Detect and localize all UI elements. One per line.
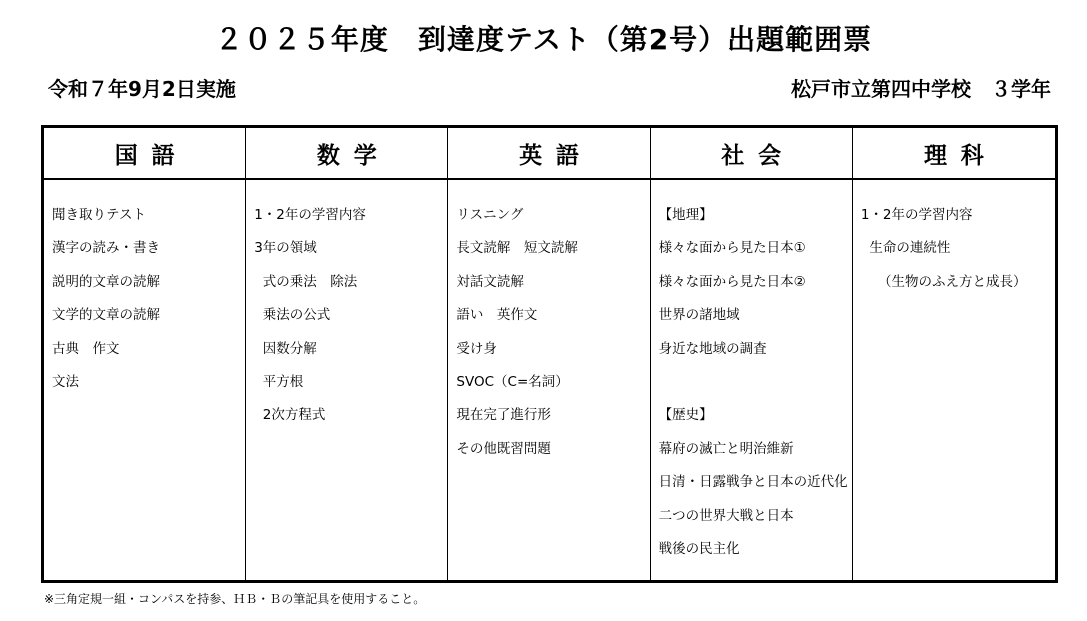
scope-item: 平方根 [254, 373, 304, 390]
scope-item: 長文読解 短文読解 [456, 240, 578, 257]
scope-item: 聞き取りテスト [52, 207, 146, 223]
subject-label: 英語 [519, 142, 593, 169]
column-body [44, 180, 245, 405]
scope-item: 文法 [52, 373, 79, 390]
section-heading: 【歴史】 [658, 407, 713, 424]
subject-label: 社会 [721, 142, 795, 169]
column-science [853, 128, 1055, 580]
scope-item: 二つの世界大戦と日本 [658, 507, 794, 524]
scope-item: 幕府の滅亡と明治維新 [658, 440, 794, 457]
scope-item: 世界の諸地域 [658, 307, 740, 324]
column-header [44, 128, 245, 180]
exam-date: 令和７年9月2日実施 [48, 77, 236, 101]
column-body [448, 180, 649, 472]
scope-item: 2次方程式 [254, 407, 326, 424]
column-body [853, 180, 1055, 305]
scope-item: 文学的文章の読解 [52, 307, 160, 324]
subject-label: 数学 [316, 142, 391, 169]
subject-label: 国語 [114, 142, 189, 169]
scope-item: 漢字の読み・書き [52, 240, 160, 257]
spacer [659, 372, 848, 405]
column-japanese [44, 128, 246, 580]
section-heading: 【地理】 [658, 207, 713, 223]
scope-item: 1・2年の学習内容 [860, 207, 973, 223]
scope-item: 現在完了進行形 [456, 407, 551, 424]
footer-note: ※三角定規一組・コンパスを持参、ＨＢ・Ｂの筆記具を使用すること。 [44, 592, 426, 606]
scope-item: 式の乗法 除法 [254, 273, 358, 290]
column-body [246, 180, 447, 439]
scope-item: （生物のふえ方と成長） [860, 273, 1027, 290]
column-header [448, 128, 649, 180]
scope-item: 乗法の公式 [254, 307, 331, 324]
column-header [246, 128, 447, 180]
scope-item: 対話文読解 [456, 273, 524, 290]
scope-item: 説明的文章の読解 [52, 273, 160, 290]
column-body [651, 180, 852, 572]
scope-item: 生命の連続性 [860, 240, 951, 257]
column-english [448, 128, 650, 580]
column-math [246, 128, 448, 580]
column-social-studies [651, 128, 853, 580]
school-grade: 松戸市立第四中学校 ３学年 [791, 77, 1051, 101]
scope-item: その他既習問題 [456, 440, 551, 457]
scope-item: 1・2年の学習内容 [254, 207, 366, 223]
scope-item: SVOC（C=名詞） [456, 373, 569, 390]
scope-item: 様々な面から見た日本② [658, 273, 806, 290]
scope-item: 因数分解 [254, 340, 317, 357]
column-header [651, 128, 852, 180]
scope-item: 語い 英作文 [456, 307, 538, 324]
scope-item: 古典 作文 [52, 340, 120, 357]
exam-scope-table [41, 125, 1058, 583]
scope-item: 身近な地域の調査 [658, 340, 767, 357]
scope-item: リスニング [456, 207, 524, 223]
scope-item: 受け身 [456, 340, 497, 357]
subject-label: 理科 [924, 142, 998, 169]
scope-item: 日清・日露戦争と日本の近代化 [658, 474, 848, 491]
page-title: ２０２５年度 到達度テスト（第2号）出題範囲票 [214, 23, 873, 56]
scope-item: 戦後の民主化 [658, 540, 740, 557]
column-header [853, 128, 1055, 180]
scope-item: 様々な面から見た日本① [658, 240, 806, 257]
scope-item: 3年の領域 [254, 240, 317, 257]
